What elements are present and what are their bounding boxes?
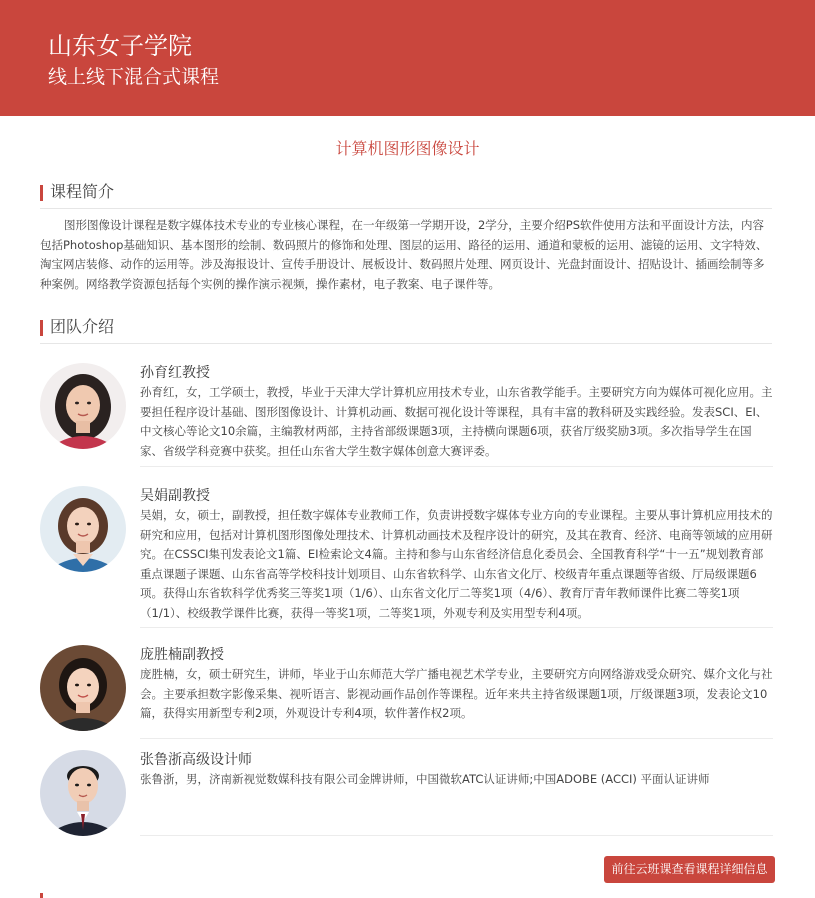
member-name: 张鲁浙高级设计师 [140,752,252,768]
section-accent-bar [40,185,43,201]
member-name: 吴娟副教授 [140,488,210,504]
avatar-member-1 [40,363,126,449]
member-description: 孙育红，女，工学硕士，教授，毕业于天津大学计算机应用技术专业，山东省教学能手。主要研究方向为媒体可视化应用。主要担任程序设计基础、图形图像设计、计算机动画、数据可视化设计等课程，具有丰富的教科研及实践经验。发表SCI、EI、中文核心等论文10余篇，主编教材两部，主持省部级课题3项，主持横向课题6项，获省厅级奖励3项。多次指导学生在国家、省级学科竞赛中获奖。担任山东省大学生数字媒体创意大赛评委。 [140,385,773,458]
view-course-details-button[interactable]: 前往云班课查看课程详细信息 [604,856,775,883]
team-member-1 [40,363,773,458]
member-description: 庞胜楠，女，硕士研究生，讲师，毕业于山东师范大学广播电视艺术学专业，主要研究方向网络游戏受众研究、媒介文化与社会。主要承担数字影像采集、视听语言、影视动画作品创作等课程。近年来共主持省级课题1项，厅级课题3项，发表论文10篇，获得实用新型专利2项，外观设计专利4项，软件著作权2项。 [140,667,773,720]
next-section-header-cutoff [40,890,772,898]
team-member-3 [40,645,773,730]
section-accent-bar [40,320,43,336]
member-divider [140,627,773,628]
team-member-2 [40,486,773,620]
avatar-member-3 [40,645,126,731]
member-description: 吴娟，女，硕士，副教授，担任数字媒体专业教师工作，负责讲授数字媒体专业方向的专业课程。主要从事计算机应用技术的研究和应用，包括对计算机图形图像处理技术、计算机动画技术及程序设计的研究，及其在教育、经济、电商等领域的应用研究。在CSSCI集刊发表论文1篇、EI检索论文4篇。主持和参与山东省经济信息化委员会、全国教育科学“十一五”规划教育部重点课题子课题、山东省高等学校科技计划项目、山东省软科学、山东省文化厅、校级青年重点课题等省级、厅局级课题6项。获得山东省软科学优秀奖三等奖1项（1/6）、山东省文化厅二等奖1项（4/6）、教育厅青年教师课件比赛二等奖1项（1/1）、校级教学课件比赛，获得一等奖1项，二等奖1项，外观专利及实用型专利4项。 [140,508,773,620]
course-type-subtitle: 线上线下混合式课程 [48,66,220,88]
school-name: 山东女子学院 [48,32,192,60]
avatar-member-2 [40,486,126,572]
member-name: 孙育红教授 [140,365,210,381]
member-name: 庞胜楠副教授 [140,647,224,663]
team-member-4 [40,750,773,836]
section-header-team [40,315,772,344]
section-title-intro: 课程简介 [50,182,115,201]
course-title: 计算机图形图像设计 [335,139,480,158]
member-divider [140,466,773,467]
section-title-team: 团队介绍 [50,317,115,336]
section-header-intro [40,180,772,209]
member-divider [140,835,773,836]
course-intro-text: 图形图像设计课程是数字媒体技术专业的专业核心课程，在一年级第一学期开设，2学分，主要介绍PS软件使用方法和平面设计方法，内容包括Photoshop基础知识、基本图形的绘制、数码照片的修饰和处理、图层的运用、路径的运用、通道和蒙板的运用、滤镜的运用、文字特效、淘宝网店装修、动作的运用等。涉及海报设计、宣传手册设计、展板设计、数码照片处理、网页设计、光盘封面设计、招贴设计、插画绘制等多种案例。网络教学资源包括每个实例的操作演示视频，操作素材，电子教案、电子课件等。 [40,218,768,291]
member-description: 张鲁浙，男，济南新视觉数媒科技有限公司金牌讲师，中国微软ATC认证讲师;中国ADOBE (ACCI) 平面认证讲师 [140,772,710,786]
avatar-member-4 [40,750,126,836]
member-divider [140,738,773,739]
header-banner [0,0,815,116]
